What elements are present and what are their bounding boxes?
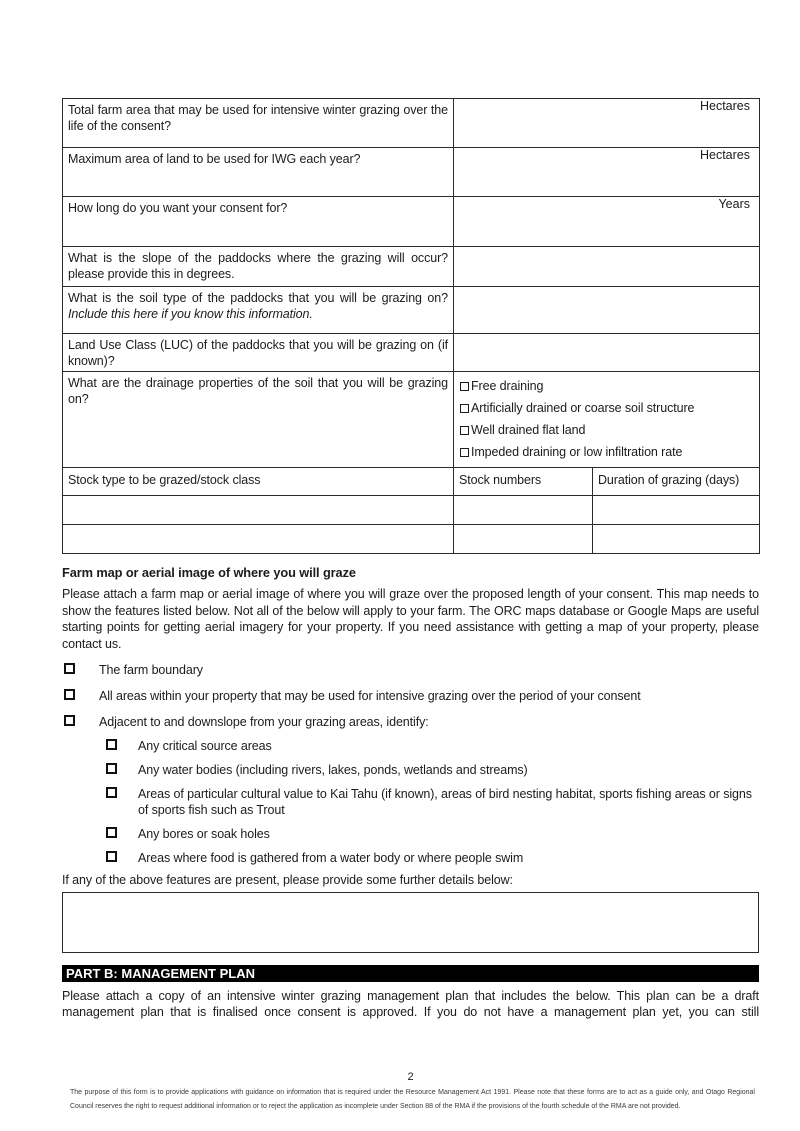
checklist-item-label: Any critical source areas [138, 739, 272, 753]
drainage-option-impeded-draining[interactable] [460, 445, 755, 459]
unit-label-hectares: Hectares [699, 99, 750, 113]
consent-duration-input[interactable] [454, 197, 760, 247]
part-b-intro: Please attach a copy of an intensive winter grazing management plan that includes the below. This plan can be a draft management plan that is finalised once consent is approved. If you do not have a management plan yet, you can still [62, 988, 759, 1019]
drainage-options-cell [454, 372, 760, 468]
row-consent-duration [63, 197, 760, 247]
question-consent-duration: How long do you want your consent for? [63, 197, 454, 247]
water-bodies-checkbox[interactable] [106, 763, 117, 774]
part-b-title: PART B: MANAGEMENT PLAN [66, 965, 255, 981]
grazing-details-table [62, 98, 760, 554]
stock-entry-row [63, 525, 760, 554]
grazing-duration-cell-1[interactable] [593, 496, 760, 525]
details-prompt: If any of the above features are present, please provide some further details below: [62, 873, 513, 887]
drainage-option-well-drained[interactable] [460, 423, 755, 437]
stock-numbers-cell-1[interactable] [454, 496, 593, 525]
adjacent-areas-checkbox[interactable] [64, 715, 75, 726]
checkbox-icon[interactable] [460, 448, 469, 457]
stock-type-header: Stock type to be grazed/stock class [63, 468, 454, 496]
row-soil-type [63, 287, 760, 334]
checklist-item-bores-soak-holes [106, 826, 759, 842]
drainage-option-free-draining[interactable] [460, 379, 755, 393]
stock-entry-row [63, 496, 760, 525]
question-text: What is the soil type of the paddocks that you will be grazing on? [68, 291, 448, 305]
row-luc [63, 334, 760, 372]
grazing-duration-header: Duration of grazing (days) [593, 468, 760, 496]
stock-type-cell-2[interactable] [63, 525, 454, 554]
unit-label-hectares: Hectares [699, 148, 750, 162]
grazing-duration-cell-2[interactable] [593, 525, 760, 554]
unit-label-years: Years [718, 197, 750, 211]
checklist-item-grazing-areas [64, 688, 759, 704]
stock-numbers-cell-2[interactable] [454, 525, 593, 554]
max-area-input[interactable] [454, 148, 760, 197]
farm-map-sub-checklist [62, 738, 759, 866]
checklist-item-label: Any bores or soak holes [138, 827, 270, 841]
drainage-option-artificially-drained[interactable] [460, 401, 755, 415]
footer-note: The purpose of this form is to provide applications with guidance on information that is required under the Resource Management Act 1991. Please note that these forms are to act as a guide only, and Otago Regional Council reserves the right to request additional information or to reject the application as incomplete under Section 88 of the RMA if the provisions of the fourth schedule of the RMA are not provided. [70, 1089, 755, 1110]
farm-map-intro: Please attach a farm map or aerial image of where you will graze over the proposed length of your consent. This map needs to show the features listed below. Not all of the below will apply to your farm. The ORC maps database or Google Maps are useful starting points for getting aerial imagery for your property. If you need assistance with getting a map of your property, please contact us. [62, 587, 759, 651]
drainage-option-label: Well drained flat land [471, 423, 586, 437]
row-total-farm-area [63, 99, 760, 148]
soil-type-input[interactable] [454, 287, 760, 334]
stock-type-cell-1[interactable] [63, 496, 454, 525]
checklist-item-label: Areas where food is gathered from a water body or where people swim [138, 851, 524, 865]
question-note-italic: Include this here if you know this information. [68, 306, 313, 321]
farm-boundary-checkbox[interactable] [64, 663, 75, 674]
page-number: 2 [407, 1071, 414, 1083]
slope-input[interactable] [454, 247, 760, 287]
checklist-item-food-gathering [106, 850, 759, 866]
checklist-item-label: All areas within your property that may be used for intensive grazing over the period of your consent [99, 689, 641, 703]
drainage-option-label: Impeded draining or low infiltration rate [471, 445, 683, 459]
row-stock-header [63, 468, 760, 496]
checklist-item-cultural-value [106, 786, 759, 818]
checkbox-icon[interactable] [460, 404, 469, 413]
checklist-item-critical-source [106, 738, 759, 754]
checklist-item-adjacent-areas [64, 714, 759, 730]
question-max-area: Maximum area of land to be used for IWG each year? [63, 148, 454, 197]
farm-map-checklist [62, 662, 759, 730]
checklist-item-label: Areas of particular cultural value to Kai Tahu (if known), areas of bird nesting habitat, sports fishing areas or signs of sports fish such as Trout [138, 787, 752, 817]
food-gathering-checkbox[interactable] [106, 851, 117, 862]
checklist-item-label: Any water bodies (including rivers, lakes, ponds, wetlands and streams) [138, 763, 528, 777]
question-total-farm-area: Total farm area that may be used for intensive winter grazing over the life of the consent? [63, 99, 454, 148]
drainage-option-label: Artificially drained or coarse soil structure [471, 401, 695, 415]
checkbox-icon[interactable] [460, 382, 469, 391]
checklist-item-farm-boundary [64, 662, 759, 678]
total-farm-area-input[interactable] [454, 99, 760, 148]
checklist-item-label: The farm boundary [99, 663, 203, 677]
stock-numbers-header: Stock numbers [454, 468, 593, 496]
cultural-value-checkbox[interactable] [106, 787, 117, 798]
question-drainage: What are the drainage properties of the soil that you will be grazing on? [63, 372, 454, 468]
checkbox-icon[interactable] [460, 426, 469, 435]
drainage-option-label: Free draining [471, 379, 544, 393]
row-drainage [63, 372, 760, 468]
part-b-header [62, 965, 759, 982]
question-slope: What is the slope of the paddocks where the grazing will occur? please provide this in degrees. [63, 247, 454, 287]
checklist-item-water-bodies [106, 762, 759, 778]
grazing-areas-checkbox[interactable] [64, 689, 75, 700]
row-max-area [63, 148, 760, 197]
checklist-item-label: Adjacent to and downslope from your grazing areas, identify: [99, 715, 429, 729]
page-footer [62, 1071, 759, 1114]
question-soil-type [63, 287, 454, 334]
luc-input[interactable] [454, 334, 760, 372]
critical-source-checkbox[interactable] [106, 739, 117, 750]
question-luc: Land Use Class (LUC) of the paddocks that you will be grazing on (if known)? [63, 334, 454, 372]
further-details-field[interactable] [62, 892, 759, 953]
farm-map-heading: Farm map or aerial image of where you will graze [62, 565, 356, 580]
bores-soak-holes-checkbox[interactable] [106, 827, 117, 838]
row-slope [63, 247, 760, 287]
